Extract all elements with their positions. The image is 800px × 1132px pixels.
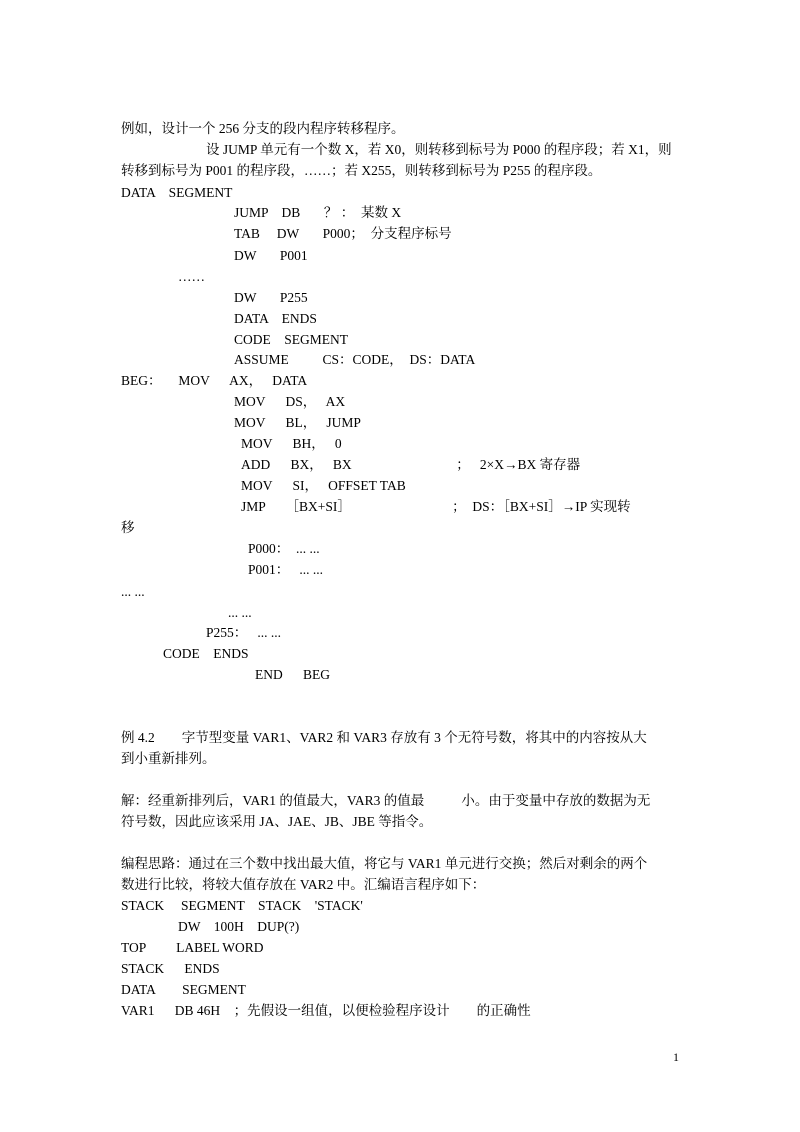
code-line: DATA SEGMENT [121,185,233,200]
code-line: …… [178,269,205,284]
code-line: DW P255 [234,290,308,305]
code-line: 移 [121,520,135,535]
text-line: 解：经重新排列后，VAR1 的值最大，VAR3 的值最 小。由于变量中存放的数据为无 [121,793,651,808]
code-line: MOV DS， AX [234,394,346,409]
code-line: ADD BX， BX ； 2×X→BX 寄存器 [241,457,581,472]
code-line: BEG： MOV AX， DATA [121,373,308,388]
code-line: P255： ... ... [206,625,282,640]
text-line-1: 例如，设计一个 256 分支的段内程序转移程序。 [121,121,405,136]
code-line: MOV BL， JUMP [234,415,361,430]
text-line: 数进行比较，将较大值存放在 VAR2 中。汇编语言程序如下： [121,877,486,892]
code-line: DW 100H DUP(?) [178,919,300,934]
text-line: 到小重新排列。 [121,751,216,766]
code-line: END BEG [255,667,330,682]
code-line: CODE SEGMENT [234,332,348,347]
text-line: 编程思路：通过在三个数中找出最大值，将它与 VAR1 单元进行交换；然后对剩余的两个 [121,856,648,871]
code-line: DATA ENDS [234,311,317,326]
code-line: TOP LABEL WORD [121,940,264,955]
code-line: VAR1 DB 46H ；先假设一组值，以便检验程序设计 的正确性 [121,1003,531,1018]
code-line: MOV BH， 0 [241,436,342,451]
code-line: P000： ... ... [248,541,320,556]
code-line: ... ... [121,584,145,599]
code-line: P001： ... ... [248,562,324,577]
code-line: ASSUME CS：CODE， DS：DATA [234,352,476,367]
code-line: ... ... [228,605,252,620]
code-line: STACK SEGMENT STACK 'STACK' [121,898,363,913]
code-line: JUMP DB ？ ： 某数 X [234,205,402,220]
code-line: MOV SI， OFFSET TAB [241,478,406,493]
example-heading: 例 4.2 字节型变量 VAR1、VAR2 和 VAR3 存放有 3 个无符号数，将其中的内容按从大 [121,730,647,745]
code-line: DATA SEGMENT [121,982,246,997]
code-line: TAB DW P000； 分支程序标号 [234,226,452,241]
code-line: STACK ENDS [121,961,220,976]
text-line-2: 设 JUMP 单元有一个数 X，若 X0，则转移到标号为 P000 的程序段；若 X1，则 [206,142,672,157]
code-line: JMP ［BX+SI］ ； DS：［BX+SI］→IP 实现转 [241,499,631,514]
code-line: DW P001 [234,248,308,263]
text-line-3: 转移到标号为 P001 的程序段，……；若 X255，则转移到标号为 P255 的程序段。 [121,163,602,178]
code-line: CODE ENDS [163,646,249,661]
page-number: 1 [673,1050,679,1064]
text-line: 符号数，因此应该采用 JA、JAE、JB、JBE 等指令。 [121,814,433,829]
